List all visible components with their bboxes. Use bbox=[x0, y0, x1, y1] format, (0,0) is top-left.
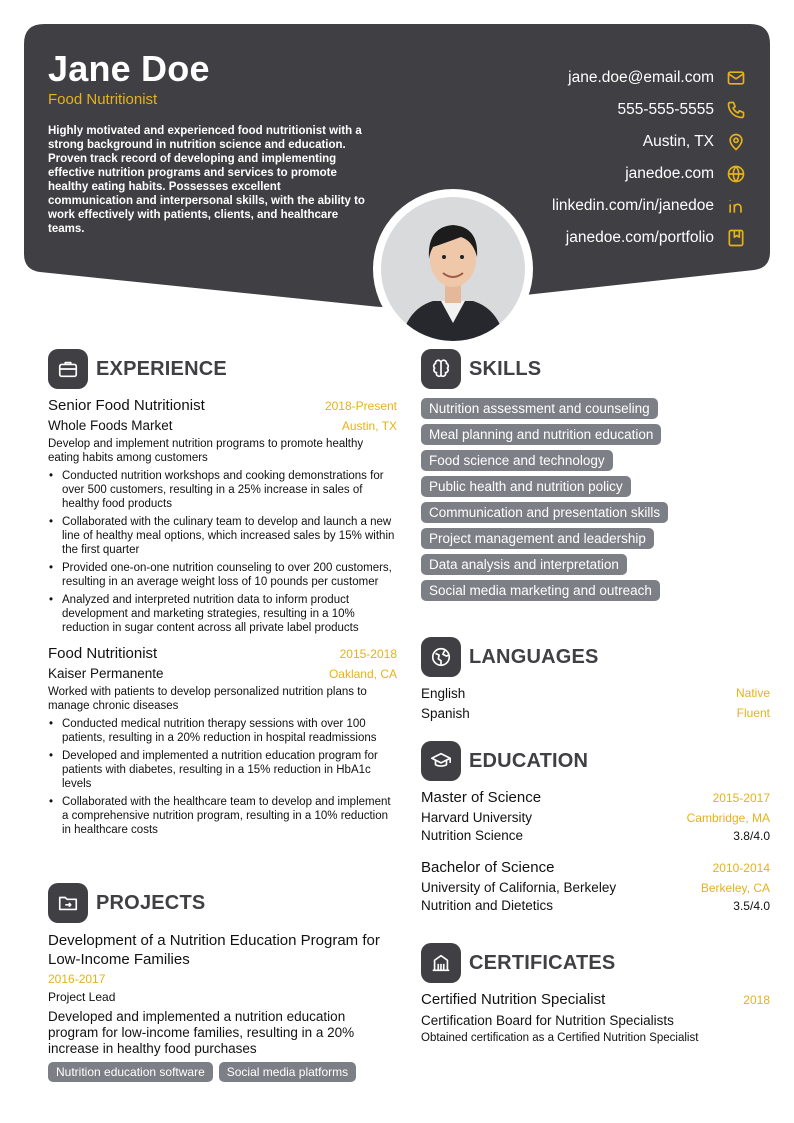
job-description: Develop and implement nutrition programs to promote healthy eating habits among customers bbox=[48, 438, 364, 464]
profile-photo bbox=[373, 189, 533, 349]
certificate-issuer: Certification Board for Nutrition Specialists bbox=[421, 1013, 674, 1028]
skill-tag: Social media marketing and outreach bbox=[421, 580, 660, 601]
contact-location-text: Austin, TX bbox=[642, 133, 714, 150]
skills-title: SKILLS bbox=[469, 357, 542, 380]
globe-icon bbox=[726, 164, 746, 184]
job-company: Kaiser Permanente bbox=[48, 666, 164, 681]
contact-location bbox=[552, 126, 746, 158]
degree: Master of Science bbox=[421, 789, 542, 806]
list-item: • Collaborated with the culinary team to develop and launch a new line of healthy meal options, which increased sales by 15% within the first quarter bbox=[48, 515, 397, 557]
list-item: • Collaborated with the healthcare team to develop and implement a comprehensive nutrition program, resulting in a 10% reduction in healthcare costs bbox=[48, 795, 397, 837]
project-title: Development of a Nutrition Education Program for Low-Income Families bbox=[48, 932, 380, 968]
gpa: 3.8/4.0 bbox=[733, 829, 770, 843]
language-level: Fluent bbox=[736, 706, 770, 720]
job-title: Senior Food Nutritionist bbox=[48, 397, 205, 414]
phone-icon bbox=[726, 100, 746, 120]
school: University of California, Berkeley bbox=[421, 880, 617, 895]
skill-tag: Food science and technology bbox=[421, 450, 613, 471]
certificates-heading bbox=[421, 943, 615, 983]
job-location: Austin, TX bbox=[341, 419, 397, 433]
folder-icon bbox=[48, 883, 88, 923]
project-description: Developed and implemented a nutrition education program for low-income families, resulting in a 20% increase in healthy food purchases bbox=[48, 1009, 355, 1056]
school-location: Berkeley, CA bbox=[700, 881, 770, 895]
project-entry bbox=[48, 931, 397, 1082]
education-heading bbox=[421, 741, 588, 781]
contact-portfolio-text[interactable]: janedoe.com/portfolio bbox=[565, 229, 714, 246]
languages-title: LANGUAGES bbox=[469, 645, 599, 668]
education-dates: 2015-2017 bbox=[712, 791, 770, 805]
school: Harvard University bbox=[421, 810, 533, 825]
job-dates: 2018-Present bbox=[324, 399, 397, 413]
project-tag: Social media platforms bbox=[219, 1062, 356, 1082]
education-title: EDUCATION bbox=[469, 749, 589, 772]
list-item: • Conducted nutrition workshops and cooking demonstrations for over 500 customers, resulting in a 25% increase in sales of healthy food products bbox=[48, 469, 397, 511]
building-icon bbox=[421, 943, 461, 983]
language-name: English bbox=[421, 685, 466, 701]
job-title: Food Nutritionist bbox=[48, 645, 158, 662]
experience-title: EXPERIENCE bbox=[96, 357, 227, 380]
job-bullets bbox=[48, 717, 397, 837]
certificate-description: Obtained certification as a Certified Nutrition Specialist bbox=[421, 1032, 699, 1044]
email-icon bbox=[726, 68, 746, 88]
contact-linkedin[interactable] bbox=[552, 190, 746, 222]
skills-heading bbox=[421, 349, 541, 389]
project-role: Project Lead bbox=[48, 990, 116, 1004]
list-item: • Conducted medical nutrition therapy sessions with over 100 patients, resulting in a 20% reduction in hospital readmissions bbox=[48, 717, 397, 745]
degree: Bachelor of Science bbox=[421, 859, 555, 876]
job-company: Whole Foods Market bbox=[48, 418, 173, 433]
experience-list bbox=[48, 397, 397, 841]
job-entry bbox=[48, 645, 397, 837]
language-name: Spanish bbox=[421, 705, 470, 721]
school-location: Cambridge, MA bbox=[686, 811, 770, 825]
contact-phone[interactable] bbox=[552, 94, 746, 126]
contact-website-text[interactable]: janedoe.com bbox=[625, 165, 714, 182]
skill-tag: Nutrition assessment and counseling bbox=[421, 398, 658, 419]
job-location: Oakland, CA bbox=[328, 667, 397, 681]
contact-portfolio[interactable] bbox=[552, 222, 746, 254]
education-entry bbox=[421, 859, 770, 913]
skill-tag: Communication and presentation skills bbox=[421, 502, 668, 523]
list-item: • Developed and implemented a nutrition education program for patients with diabetes, resulting in a 15% reduction in HbA1c levels bbox=[48, 749, 397, 791]
project-dates: 2016-2017 bbox=[48, 972, 106, 986]
location-icon bbox=[726, 132, 746, 152]
certificate-entry bbox=[421, 991, 770, 1044]
language-row bbox=[421, 683, 770, 703]
skill-tag: Meal planning and nutrition education bbox=[421, 424, 661, 445]
education-list bbox=[421, 789, 770, 913]
job-dates: 2015-2018 bbox=[339, 647, 397, 661]
job-bullets bbox=[48, 469, 397, 635]
resume-summary: Highly motivated and experienced food nutritionist with a strong background in nutrition science and education. Proven track record of developing and implementing effective nutrition programs and services to promote healthy eating habits. Possesses excellent communication and interpersonal skills, with the ability to work effectively with patients, clients, and healthcare teams. bbox=[48, 125, 365, 235]
contact-email-text[interactable]: jane.doe@email.com bbox=[568, 69, 714, 86]
globe-language-icon bbox=[421, 637, 461, 677]
brain-icon bbox=[421, 349, 461, 389]
certificate-name: Certified Nutrition Specialist bbox=[421, 991, 606, 1008]
skills-list bbox=[421, 398, 770, 606]
resume-role: Food Nutritionist bbox=[48, 91, 158, 108]
skill-tag: Project management and leadership bbox=[421, 528, 654, 549]
experience-heading bbox=[48, 349, 227, 389]
contact-linkedin-text[interactable]: linkedin.com/in/janedoe bbox=[552, 197, 714, 214]
certificates-title: CERTIFICATES bbox=[469, 951, 616, 974]
job-description: Worked with patients to develop personalized nutrition plans to manage chronic diseases bbox=[48, 686, 367, 712]
list-item: • Provided one-on-one nutrition counseling to over 200 customers, resulting in an average weight loss of 10 pounds per customer bbox=[48, 561, 397, 589]
projects-heading bbox=[48, 883, 205, 923]
contact-website[interactable] bbox=[552, 158, 746, 190]
language-level: Native bbox=[735, 686, 770, 700]
list-item: • Analyzed and interpreted nutrition data to inform product development and marketing strategies, resulting in a 10% reduction in sugar content across all private label products bbox=[48, 593, 397, 635]
graduation-cap-icon bbox=[421, 741, 461, 781]
skill-tag: Public health and nutrition policy bbox=[421, 476, 631, 497]
education-dates: 2010-2014 bbox=[712, 861, 770, 875]
job-entry bbox=[48, 397, 397, 635]
field-of-study: Nutrition Science bbox=[421, 828, 524, 843]
field-of-study: Nutrition and Dietetics bbox=[421, 898, 554, 913]
contact-email[interactable] bbox=[552, 62, 746, 94]
education-entry bbox=[421, 789, 770, 843]
project-tag: Nutrition education software bbox=[48, 1062, 213, 1082]
certificate-year: 2018 bbox=[743, 993, 770, 1007]
avatar bbox=[381, 197, 525, 341]
projects-title: PROJECTS bbox=[96, 891, 206, 914]
resume-name: Jane Doe bbox=[48, 48, 210, 89]
contact-phone-text[interactable]: 555-555-5555 bbox=[617, 101, 714, 118]
briefcase-icon bbox=[48, 349, 88, 389]
contact-list bbox=[552, 62, 746, 254]
portfolio-icon bbox=[726, 228, 746, 248]
linkedin-icon bbox=[726, 196, 746, 216]
language-row bbox=[421, 703, 770, 723]
languages-heading bbox=[421, 637, 599, 677]
skill-tag: Data analysis and interpretation bbox=[421, 554, 627, 575]
gpa: 3.5/4.0 bbox=[733, 899, 770, 913]
languages-list bbox=[421, 683, 770, 723]
project-tags bbox=[48, 1062, 397, 1082]
